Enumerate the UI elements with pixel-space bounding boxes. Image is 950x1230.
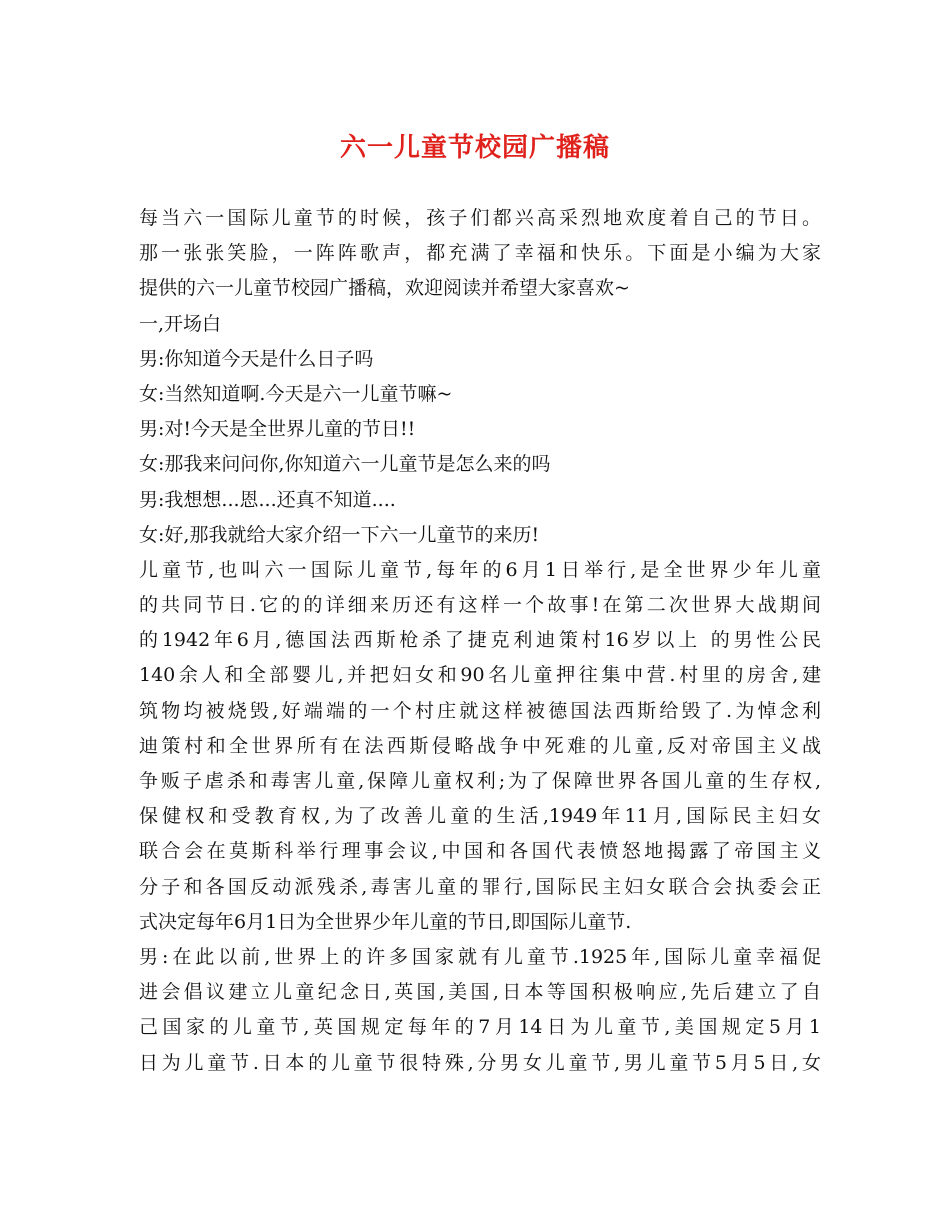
- text-line: 式决定每年6月1日为全世界少年儿童的节日,即国际儿童节.: [139, 910, 632, 933]
- text-line: 争贩子虐杀和毒害儿童,保障儿童权利;为了保障世界各国儿童的生存权,: [139, 770, 821, 792]
- text-line: 男:在此以前,世界上的许多国家就有儿童节.1925年,国际儿童幸福促: [139, 945, 821, 968]
- text-line: 男:你知道今天是什么日子吗: [139, 347, 374, 370]
- text-line: 进会倡议建立儿童纪念日,英国,美国,日本等国积极响应,先后建立了自: [139, 981, 821, 1004]
- text-line: 女:好,那我就给大家介绍一下六一儿童节的来历!: [139, 523, 540, 546]
- text-line: 140余人和全部婴儿,并把妇女和90名儿童押往集中营.村里的房舍,建: [139, 664, 821, 687]
- text-line: 一,开场白: [139, 312, 222, 335]
- text-line: 筑物均被烧毁,好端端的一个村庄就这样被德国法西斯给毁了.为悼念利: [139, 699, 821, 722]
- text-line: 儿童节,也叫六一国际儿童节,每年的6月1日举行,是全世界少年儿童: [139, 558, 821, 581]
- text-line: 女:那我来问问你,你知道六一儿童节是怎么来的吗: [139, 453, 551, 476]
- text-line: 迪策村和全世界所有在法西斯侵略战争中死难的儿童,反对帝国主义战: [139, 734, 821, 757]
- text-line: 联合会在莫斯科举行理事会议,中国和各国代表愤怒地揭露了帝国主义: [139, 840, 821, 863]
- text-line: 的1942年6月,德国法西斯枪杀了捷克利迪策村16岁以上 的男性公民: [139, 629, 821, 652]
- text-line: 己国家的儿童节,英国规定每年的7月14日为儿童节,美国规定5月1: [139, 1016, 821, 1039]
- text-line: 提供的六一儿童节校园广播稿，欢迎阅读并希望大家喜欢~: [139, 277, 630, 300]
- text-line: 男:对!今天是全世界儿童的节日!!: [139, 418, 416, 441]
- text-line: 女:当然知道啊.今天是六一儿童节嘛~: [139, 382, 453, 405]
- text-line: 男:我想想...恩...还真不知道....: [139, 488, 396, 511]
- document-title: 六一儿童节校园广播稿: [339, 133, 610, 163]
- text-line: 保健权和受教育权,为了改善儿童的生活,1949年11月,国际民主妇女: [139, 805, 821, 828]
- text-line: 分子和各国反动派残杀,毒害儿童的罪行,国际民主妇女联合会执委会正: [139, 875, 821, 898]
- text-line: 那一张张笑脸，一阵阵歌声，都充满了幸福和快乐。下面是小编为大家: [139, 242, 821, 265]
- text-line: 的共同节日.它的的详细来历还有这样一个故事!在第二次世界大战期间: [139, 594, 821, 617]
- text-line: 日为儿童节.日本的儿童节很特殊,分男女儿童节,男儿童节5月5日,女: [139, 1051, 821, 1074]
- document-body: [139, 201, 821, 1081]
- text-line: 每当六一国际儿童节的时候，孩子们都兴高采烈地欢度着自己的节日。: [139, 207, 821, 229]
